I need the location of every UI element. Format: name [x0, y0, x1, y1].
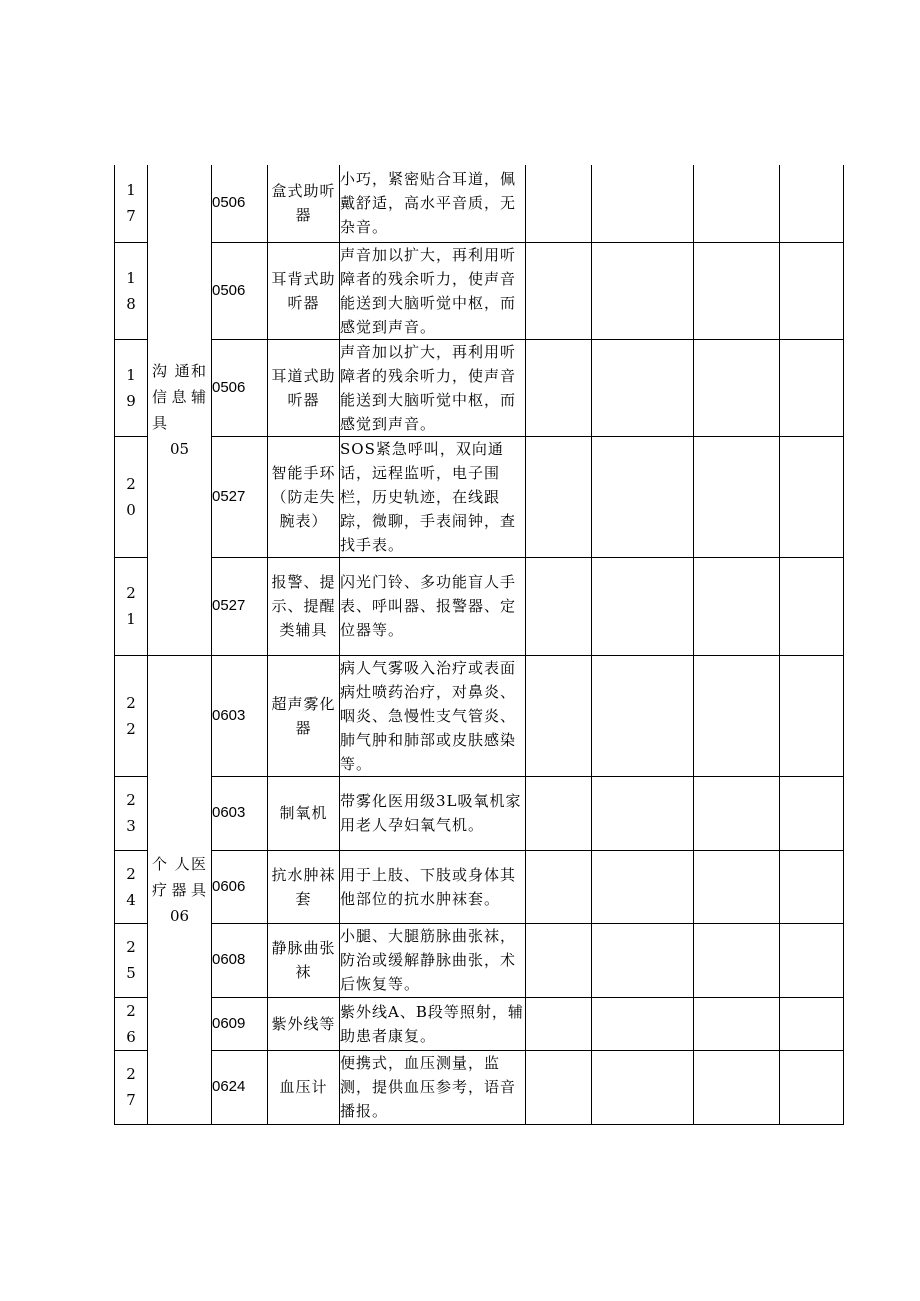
empty-cell: [780, 997, 844, 1050]
device-code: 0609: [212, 997, 268, 1050]
empty-cell: [526, 1050, 592, 1124]
table-row: [115, 776, 844, 850]
empty-cell: [780, 339, 844, 436]
device-code: 0506: [212, 242, 268, 339]
row-index: 2 3: [115, 776, 148, 850]
empty-cell: [780, 776, 844, 850]
device-description: SOS紧急呼叫，双向通话，远程监听，电子围栏，历史轨迹，在线跟踪，微聊，手表闹钟，查找手表。: [340, 436, 526, 557]
device-description: 病人气雾吸入治疗或表面病灶喷药治疗，对鼻炎、咽炎、急慢性支气管炎、肺气肿和肺部或皮肤感染等。: [340, 655, 526, 776]
empty-cell: [694, 339, 780, 436]
empty-cell: [526, 655, 592, 776]
empty-cell: [592, 655, 694, 776]
device-description: 带雾化医用级3L吸氧机家用老人孕妇氧气机。: [340, 776, 526, 850]
table-row: [115, 165, 844, 242]
device-code: 0527: [212, 557, 268, 655]
device-description: 小腿、大腿筋脉曲张袜，防治或缓解静脉曲张，术后恢复等。: [340, 923, 526, 997]
empty-cell: [526, 436, 592, 557]
device-description: 闪光门铃、多功能盲人手表、呼叫器、报警器、定位器等。: [340, 557, 526, 655]
empty-cell: [592, 339, 694, 436]
row-index: 2 1: [115, 557, 148, 655]
device-code: 0506: [212, 165, 268, 242]
empty-cell: [526, 339, 592, 436]
empty-cell: [526, 923, 592, 997]
category-name: 沟 通和信息辅 具: [152, 361, 207, 432]
category-cell: [148, 655, 212, 1124]
row-index: 2 0: [115, 436, 148, 557]
device-description: 小巧，紧密贴合耳道，佩戴舒适，高水平音质，无杂音。: [340, 165, 526, 242]
empty-cell: [592, 165, 694, 242]
device-name: 静脉曲张袜: [268, 923, 340, 997]
table-row: [115, 339, 844, 436]
empty-cell: [780, 165, 844, 242]
device-code: 0608: [212, 923, 268, 997]
row-index: 2 5: [115, 923, 148, 997]
empty-cell: [592, 436, 694, 557]
device-description: 便携式，血压测量，监测，提供血压参考，语音播报。: [340, 1050, 526, 1124]
empty-cell: [780, 655, 844, 776]
device-name: 血压计: [268, 1050, 340, 1124]
device-code: 0606: [212, 850, 268, 923]
category-cell: [148, 165, 212, 655]
device-description: 紫外线A、B段等照射，辅助患者康复。: [340, 997, 526, 1050]
device-code: 0527: [212, 436, 268, 557]
empty-cell: [592, 776, 694, 850]
empty-cell: [694, 436, 780, 557]
empty-cell: [526, 850, 592, 923]
empty-cell: [526, 997, 592, 1050]
table-row: [115, 1050, 844, 1124]
device-code: 0603: [212, 776, 268, 850]
empty-cell: [526, 776, 592, 850]
empty-cell: [694, 165, 780, 242]
table-row: [115, 850, 844, 923]
empty-cell: [526, 557, 592, 655]
category-code: 05: [169, 439, 190, 458]
empty-cell: [780, 242, 844, 339]
empty-cell: [694, 997, 780, 1050]
device-name: 耳道式助听器: [268, 339, 340, 436]
device-name: 智能手环（防走失腕表）: [268, 436, 340, 557]
empty-cell: [694, 242, 780, 339]
table-row: [115, 997, 844, 1050]
row-index: 1 7: [115, 165, 148, 242]
empty-cell: [694, 557, 780, 655]
assistive-devices-table: [114, 165, 844, 1125]
table-row: [115, 436, 844, 557]
row-index: 1 8: [115, 242, 148, 339]
empty-cell: [694, 655, 780, 776]
category-name: 个 人医疗器具: [152, 854, 207, 899]
device-name: 制氧机: [268, 776, 340, 850]
empty-cell: [592, 242, 694, 339]
device-name: 报警、提示、提醒类辅具: [268, 557, 340, 655]
row-index: 2 2: [115, 655, 148, 776]
empty-cell: [694, 1050, 780, 1124]
device-description: 用于上肢、下肢或身体其他部位的抗水肿袜套。: [340, 850, 526, 923]
device-name: 抗水肿袜套: [268, 850, 340, 923]
device-name: 盒式助听器: [268, 165, 340, 242]
empty-cell: [780, 850, 844, 923]
row-index: 2 6: [115, 997, 148, 1050]
empty-cell: [780, 557, 844, 655]
device-name: 紫外线等: [268, 997, 340, 1050]
empty-cell: [780, 1050, 844, 1124]
empty-cell: [780, 436, 844, 557]
device-description: 声音加以扩大，再利用听障者的残余听力，使声音能送到大脑听觉中枢，而感觉到声音。: [340, 339, 526, 436]
table-row: [115, 242, 844, 339]
row-index: 1 9: [115, 339, 148, 436]
empty-cell: [592, 997, 694, 1050]
device-name: 超声雾化器: [268, 655, 340, 776]
device-code: 0603: [212, 655, 268, 776]
empty-cell: [592, 923, 694, 997]
empty-cell: [592, 1050, 694, 1124]
table-row: [115, 557, 844, 655]
empty-cell: [780, 923, 844, 997]
empty-cell: [694, 776, 780, 850]
empty-cell: [592, 557, 694, 655]
device-description: 声音加以扩大，再利用听障者的残余听力，使声音能送到大脑听觉中枢，而感觉到声音。: [340, 242, 526, 339]
category-code: 06: [169, 906, 190, 925]
row-index: 2 7: [115, 1050, 148, 1124]
empty-cell: [526, 242, 592, 339]
device-code: 0624: [212, 1050, 268, 1124]
row-index: 2 4: [115, 850, 148, 923]
empty-cell: [694, 850, 780, 923]
empty-cell: [694, 923, 780, 997]
table-row: [115, 655, 844, 776]
empty-cell: [592, 850, 694, 923]
table-row: [115, 923, 844, 997]
device-name: 耳背式助听器: [268, 242, 340, 339]
empty-cell: [526, 165, 592, 242]
device-code: 0506: [212, 339, 268, 436]
